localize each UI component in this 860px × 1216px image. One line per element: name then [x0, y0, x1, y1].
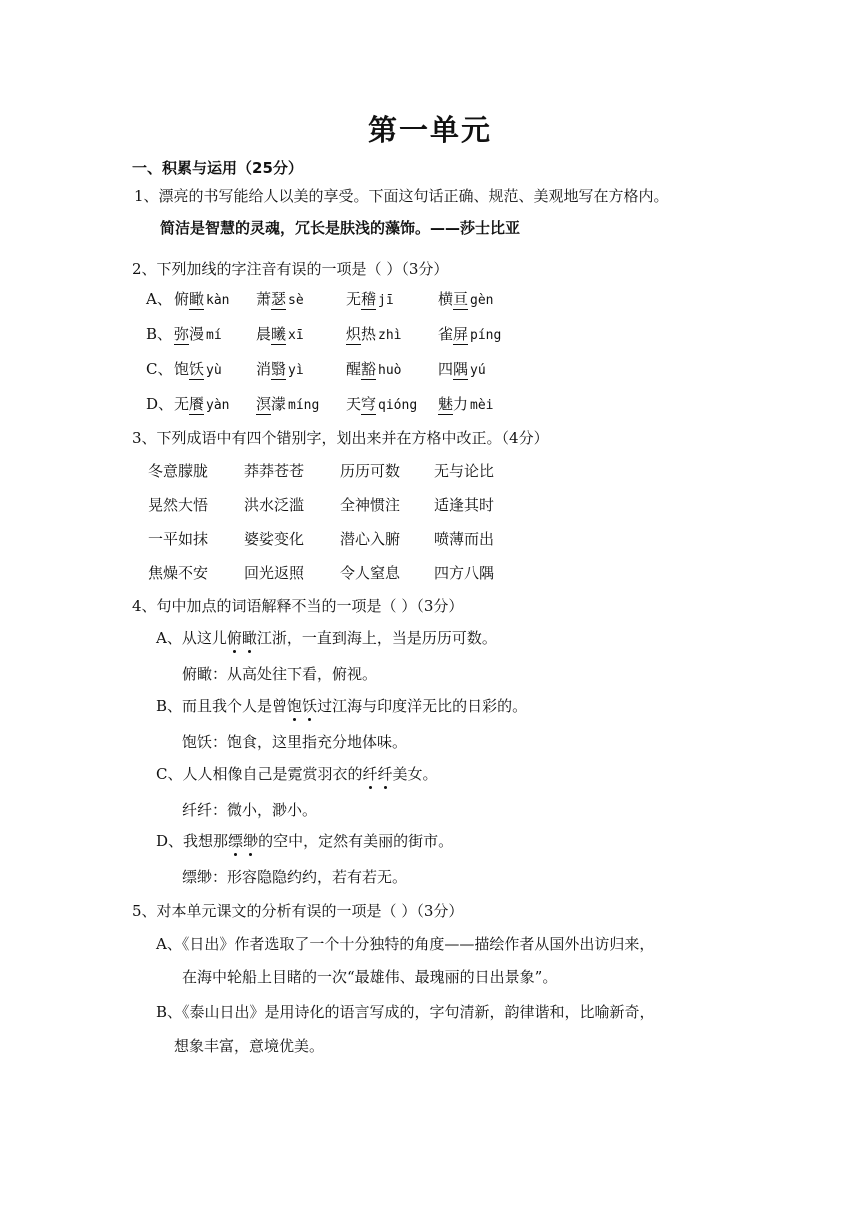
- pinyin: yù: [206, 363, 222, 378]
- word-prefix: 醒: [346, 360, 362, 378]
- underlined-char: 瑟: [271, 290, 287, 308]
- pinyin: qióng: [378, 398, 418, 413]
- pinyin: yàn: [206, 398, 230, 413]
- word-prefix: 横: [438, 290, 454, 308]
- underlined-char: 亘: [453, 290, 469, 308]
- q4-prompt: 4、句中加点的词语解释不当的一项是（ ）（3分）: [132, 597, 464, 615]
- word-suffix: 热: [361, 325, 377, 343]
- word-prefix: 无: [346, 290, 362, 308]
- q2-option-label: D、: [146, 395, 174, 413]
- dotted-char: 纤: [362, 765, 378, 783]
- idiom-cell: 适逢其时: [434, 496, 495, 514]
- pinyin: huò: [378, 363, 402, 378]
- dotted-char: 俯: [226, 629, 242, 647]
- pinyin: píng: [470, 328, 502, 343]
- dotted-char: 瞰: [241, 629, 257, 647]
- dotted-char: 饫: [302, 697, 318, 715]
- underlined-char: 餍: [189, 395, 205, 413]
- q4-option-sentence: [156, 696, 527, 716]
- word-suffix: 力: [453, 395, 469, 413]
- q2-word-item: [438, 359, 486, 381]
- idiom-cell: 喷薄而出: [434, 530, 495, 548]
- sentence-prefix: 从这儿: [181, 629, 227, 647]
- q2-option-label: C、: [146, 360, 173, 378]
- q2-word-item: [346, 359, 402, 381]
- underlined-char: 稽: [361, 290, 377, 308]
- q2-word-item: [438, 289, 494, 311]
- idiom-cell: 历历可数: [340, 462, 401, 480]
- idiom-cell: 莽莽苍苍: [244, 462, 305, 480]
- word-prefix: 无: [174, 395, 190, 413]
- q4-option-sentence: [156, 628, 497, 648]
- dotted-char: 纤: [377, 765, 393, 783]
- q2-word-item: [174, 359, 222, 381]
- word-suffix: 漫: [189, 325, 205, 343]
- dotted-char: 缈: [243, 832, 259, 850]
- word-prefix: 消: [256, 360, 272, 378]
- option-label: D、: [156, 832, 184, 850]
- underlined-char: 炽: [346, 325, 362, 343]
- q5-prompt: 5、对本单元课文的分析有误的一项是（ ）（3分）: [132, 902, 464, 920]
- pinyin: kàn: [206, 293, 230, 308]
- underlined-char: 魅: [438, 395, 454, 413]
- q2-word-item: [174, 394, 230, 416]
- q5-option-a-line1: A、《日出》作者选取了一个十分独特的角度——描绘作者从国外出访归来，: [156, 935, 655, 953]
- underlined-char: 饫: [189, 360, 205, 378]
- idiom-cell: 一平如抹: [148, 530, 209, 548]
- q3-prompt: 3、下列成语中有四个错别字，划出来并在方格中改正。（4分）: [132, 429, 549, 447]
- pinyin: yì: [288, 363, 304, 378]
- q4-option-explanation: 缥缈：形容隐隐约约，若有若无。: [182, 868, 408, 886]
- q2-word-item: [256, 289, 304, 311]
- underlined-char: 曦: [271, 325, 287, 343]
- underlined-char: 隅: [453, 360, 469, 378]
- sentence-prefix: 我想那: [183, 832, 229, 850]
- pinyin: sè: [288, 293, 304, 308]
- idiom-cell: 婆娑变化: [244, 530, 305, 548]
- q2-word-item: [256, 324, 304, 346]
- idiom-cell: 四方八隅: [434, 564, 495, 582]
- pinyin: yú: [470, 363, 486, 378]
- sentence-suffix: 江浙，一直到海上，当是历历可数。: [256, 629, 497, 647]
- word-prefix: 雀: [438, 325, 454, 343]
- word-prefix: 萧: [256, 290, 272, 308]
- q4-option-sentence: [156, 764, 438, 784]
- q5-option-a-line2: 在海中轮船上目睹的一次“最雄伟、最瑰丽的日出景象”。: [182, 968, 558, 986]
- sentence-suffix: 的空中，定然有美丽的街市。: [258, 832, 454, 850]
- option-label: A、: [156, 629, 182, 647]
- idiom-cell: 洪水泛滥: [244, 496, 305, 514]
- section-heading: 一、积累与运用（25分）: [132, 159, 303, 177]
- dotted-word: [363, 765, 393, 783]
- word-prefix: 俯: [174, 290, 190, 308]
- q5-option-b-line2: 想象丰富，意境优美。: [174, 1037, 325, 1055]
- q5-option-b-line1: B、《泰山日出》是用诗化的语言写成的，字句清新，韵律谐和，比喻新奇，: [156, 1003, 655, 1021]
- q2-word-item: [346, 394, 417, 416]
- q2-option-label: A、: [146, 290, 172, 308]
- idiom-cell: 回光返照: [244, 564, 305, 582]
- q2-word-item: [438, 324, 501, 346]
- option-label: C、: [156, 765, 183, 783]
- dotted-char: 缥: [228, 832, 244, 850]
- dotted-word: [287, 697, 317, 715]
- idiom-cell: 无与论比: [434, 462, 495, 480]
- underlined-char: 屏: [453, 325, 469, 343]
- q2-word-item: [256, 394, 319, 416]
- q2-prompt: 2、下列加线的字注音有误的一项是（ ）（3分）: [132, 260, 449, 278]
- dotted-char: 饱: [287, 697, 303, 715]
- page-title: 第一单元: [367, 113, 492, 147]
- q2-word-item: [346, 289, 394, 311]
- dotted-word: [228, 832, 258, 850]
- q2-word-item: [174, 289, 230, 311]
- q1-quote: 简洁是智慧的灵魂，冗长是肤浅的藻饰。——莎士比亚: [160, 219, 521, 237]
- idiom-cell: 焦燥不安: [148, 564, 209, 582]
- option-label: B、: [156, 697, 183, 715]
- idiom-cell: 冬意朦胧: [148, 462, 209, 480]
- q4-option-explanation: 纤纤：微小，渺小。: [182, 801, 318, 819]
- idiom-cell: 令人窒息: [340, 564, 401, 582]
- underlined-char: 豁: [361, 360, 377, 378]
- sentence-prefix: 而且我个人是曾: [182, 697, 288, 715]
- q2-word-item: [438, 394, 494, 416]
- word-prefix: 饱: [174, 360, 190, 378]
- q4-option-sentence: [156, 831, 453, 851]
- sentence-suffix: 美女。: [392, 765, 438, 783]
- idiom-cell: 全神惯注: [340, 496, 401, 514]
- pinyin: gèn: [470, 293, 494, 308]
- q4-option-explanation: 俯瞰：从高处往下看，俯视。: [182, 665, 378, 683]
- underlined-char: 穹: [361, 395, 377, 413]
- dotted-word: [227, 629, 257, 647]
- word-suffix: 濛: [271, 395, 287, 413]
- underlined-char: 溟: [256, 395, 272, 413]
- pinyin: xī: [288, 328, 304, 343]
- word-prefix: 四: [438, 360, 454, 378]
- sentence-prefix: 人人相像自己是霓赏羽衣的: [182, 765, 363, 783]
- idiom-cell: 晃然大悟: [148, 496, 209, 514]
- q2-word-item: [174, 324, 222, 346]
- idiom-cell: 潜心入腑: [340, 530, 401, 548]
- q2-word-item: [256, 359, 304, 381]
- pinyin: jī: [378, 293, 394, 308]
- underlined-char: 弥: [174, 325, 190, 343]
- q1-prompt: 1、漂亮的书写能给人以美的享受。下面这句话正确、规范、美观地写在方格内。: [134, 187, 669, 205]
- word-prefix: 晨: [256, 325, 272, 343]
- pinyin: mèi: [470, 398, 494, 413]
- underlined-char: 翳: [271, 360, 287, 378]
- q4-option-explanation: 饱饫：饱食，这里指充分地体味。: [182, 733, 408, 751]
- pinyin: zhì: [378, 328, 402, 343]
- word-prefix: 天: [346, 395, 362, 413]
- q2-option-label: B、: [146, 325, 173, 343]
- pinyin: mí: [206, 328, 222, 343]
- sentence-suffix: 过江海与印度洋无比的日彩的。: [317, 697, 528, 715]
- q2-word-item: [346, 324, 402, 346]
- pinyin: míng: [288, 398, 320, 413]
- underlined-char: 瞰: [189, 290, 205, 308]
